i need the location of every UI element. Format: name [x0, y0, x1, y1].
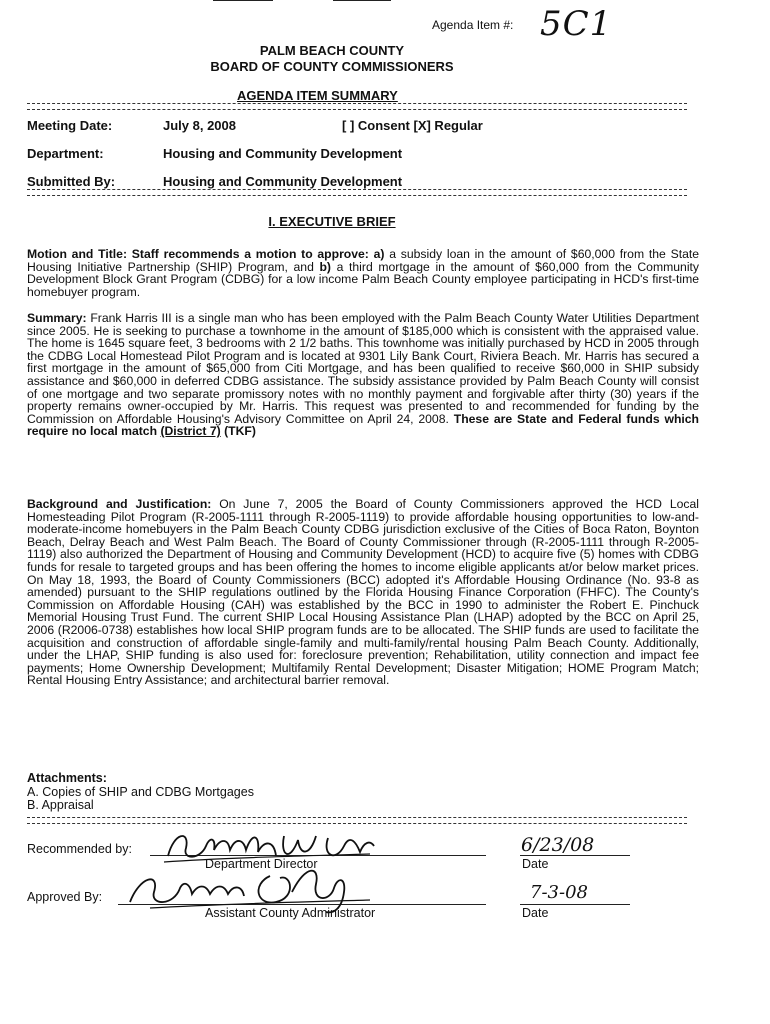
- approved-signature: [120, 862, 380, 918]
- date-label: Date: [522, 857, 549, 871]
- summary-text: Frank Harris III is a single man who has been employed with the Palm Beach County Water Utilities Department since 2005. He is seeking to purchase a townhome in the amount of $185,000 which is consistent with the appraised value. The home is 1645 square feet, 3 bedrooms with 2 1/2 baths. This townhome was initially purchased by HCD in 2005 through the CDBG Local Homestead Pilot Program and is located at 9301 Lily Bank Court, Riviera Beach. Mr. Harris has secured a first mortgage in the amount of $65,000 from Citi Mortgage, and has been qualified to receive $60,000 in SHIP subsidy assistance and $60,000 in deferred CDBG assistance. The subsidy assistance provided by Palm Beach County will consist of one mortgage and two separate promissory notes with no monthly payment and forgivable after thirty (30) years if the property remains owner-occupied by Mr. Harris. This request was presented to and recommended for funding by the Commission on Affordable Housing's Advisory Committee on April 24, 2008.: [27, 311, 699, 426]
- county-name: PALM BEACH COUNTY: [259, 43, 405, 58]
- motion-and-title-paragraph: [27, 248, 699, 298]
- background-label: Background and Justification:: [27, 497, 212, 511]
- summary-funding-note: These are State and Federal funds which require no local match: [27, 411, 699, 439]
- top-edge-line: [213, 0, 273, 1]
- attachment-item: B. Appraisal: [27, 798, 94, 812]
- motion-part-b-marker: b): [319, 259, 331, 274]
- motion-label: Motion and Title:: [27, 247, 128, 261]
- executive-brief-heading: I. EXECUTIVE BRIEF: [268, 214, 396, 229]
- recommended-title: Department Director: [205, 857, 318, 871]
- submitted-by-value: Housing and Community Development: [163, 174, 403, 189]
- attachment-item: A. Copies of SHIP and CDBG Mortgages: [27, 785, 254, 799]
- motion-part-b-text: a third mortgage in the amount of $60,000 from the Community Development Block Grant Program (CDBG) for a low income Palm Beach County employee participating in HCD's first-time homebuyer program.: [27, 259, 700, 299]
- district-reference: (District 7): [160, 424, 221, 439]
- consent-regular-checkboxes: [ ] Consent [X] Regular: [342, 118, 483, 133]
- agenda-item-label: Agenda Item #:: [432, 18, 514, 32]
- motion-lead: Staff recommends a motion to approve:: [131, 247, 369, 261]
- staff-initials: (TKF): [224, 424, 256, 439]
- signature-stroke: [130, 871, 344, 913]
- double-divider: [27, 103, 687, 110]
- summary-label: Summary:: [27, 311, 87, 325]
- summary-title: AGENDA ITEM SUMMARY: [237, 88, 398, 103]
- summary-paragraph: [27, 312, 699, 438]
- recommended-date-handwritten: 6/23/08: [521, 834, 595, 856]
- approved-date-handwritten: 7-3-08: [530, 882, 588, 903]
- recommended-by-label: Recommended by:: [27, 842, 132, 856]
- department-label: Department:: [27, 146, 104, 161]
- date-line: [520, 904, 630, 905]
- background-justification-paragraph: [27, 498, 699, 687]
- meeting-date-label: Meeting Date:: [27, 118, 113, 133]
- double-divider: [27, 817, 687, 824]
- motion-part-a-marker: a): [373, 247, 385, 261]
- signature-stroke: [164, 854, 370, 862]
- agenda-item-number: 5C1: [540, 4, 613, 44]
- top-edge-line: [333, 0, 391, 1]
- signature-stroke: [168, 836, 374, 857]
- attachments-heading: Attachments:: [27, 771, 107, 785]
- signature-stroke: [150, 900, 370, 908]
- board-name: BOARD OF COUNTY COMMISSIONERS: [210, 59, 454, 74]
- submitted-by-label: Submitted By:: [27, 174, 116, 189]
- double-divider: [27, 189, 687, 196]
- department-value: Housing and Community Development: [163, 146, 403, 161]
- meeting-date-value: July 8, 2008: [163, 118, 236, 133]
- approved-title: Assistant County Administrator: [205, 906, 376, 920]
- background-text: On June 7, 2005 the Board of County Commissioners approved the HCD Local Homesteading Pilot Program (R-2005-1111 through R-2005-1119) to provide affordable housing opportunities to low-and-moderate-income homebuyers in the Palm Beach County CDBG jurisdiction exclusive of the Cities of Boca Raton, Boynton Beach, Delray Beach and West Palm Beach. The Board of County Commissioner through (R-2005-1111 through R-2005-1119) also authorized the Department of Housing and Community Development (HCD) to acquire five (5) homes with CDBG funds for resale to targeted groups and has been offering the homes to income eligible applicants at/or below market prices. On May 18, 1993, the Board of County Commissioners (BCC) adopted it's Affordable Housing Ordinance (No. 93-8 as amended) pursuant to the SHIP regulations outlined by the Florida Housing Finance Corporation (FHFC). The County's Commission on Affordable Housing (CAH) was established by the BCC in 1990 to administer the Robert E. Pinchuck Memorial Housing Trust Fund. The current SHIP Local Housing Assistance Plan (LHAP) adopted by the BCC on April 25, 2006 (R2006-0738) establishes how local SHIP program funds are to be allocated. The SHIP funds are used to facilitate the acquisition and construction of affordable single-family and multi-family/rental housing Palm Beach County. Additionally, under the LHAP, SHIP funding is also used for: foreclosure prevention; Rehabilitation, utility connection and impact fee payments; Home Ownership Development; Multifamily Rental Development; Disaster Mitigation; HOME Program Match; Rental Housing Entry Assistance; and architectural barrier removal.: [27, 497, 699, 688]
- date-label: Date: [522, 906, 549, 920]
- motion-part-a-text: a subsidy loan in the amount of $60,000 from the State Housing Initiative Partnership (SHIP) Program, and: [27, 247, 700, 274]
- approved-by-label: Approved By:: [27, 890, 103, 904]
